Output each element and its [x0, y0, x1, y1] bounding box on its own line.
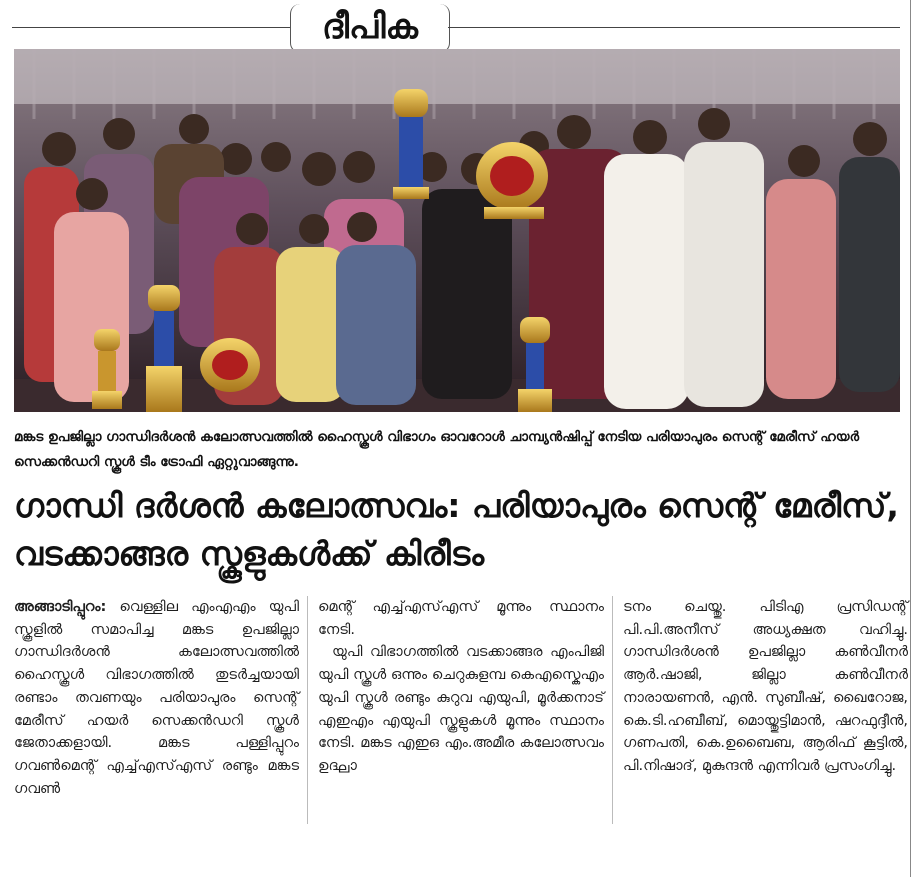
column-divider	[612, 596, 613, 824]
article-column-3	[623, 596, 908, 778]
article-headline: ഗാന്ധി ദർശൻ കലോത്സവം: പരിയാപുരം സെന്റ് മേരീസ്, വടക്കാങ്ങര സ്കൂളുകൾക്ക് കിരീടം	[14, 486, 899, 573]
article-column-1	[14, 596, 299, 800]
masthead-rule-right	[448, 27, 900, 28]
dateline: അങ്ങാടിപ്പുറം:	[14, 599, 107, 615]
column-1-text: വെള്ളില എംഎഎം യുപി സ്കൂളിൽ സമാപിച്ച മങ്കട ഉപജില്ലാ ഗാന്ധിദർശൻ കലോത്സവത്തിൽ ഹൈസ്കൂൾ വിഭാഗത്തിൽ തുടർച്ചയായി രണ്ടാം തവണയും പരിയാപുരം സെന്റ് മേരീസ് ഹയർ സെക്കൻഡറി സ്കൂൾ ജേതാക്കളായി. മങ്കട പള്ളിപ്പുറം ഗവൺമെന്റ് എച്ച്എസ്എസ് രണ്ടും മങ്കട ഗവൺ	[14, 599, 299, 797]
news-photo	[14, 49, 900, 412]
photo-image-icon	[14, 49, 900, 412]
photo-caption: മങ്കട ഉപജില്ലാ ഗാന്ധിദർശൻ കലോത്സവത്തിൽ ഹൈസ്കൂൾ വിഭാഗം ഓവറോൾ ചാമ്പ്യൻഷിപ്പ് നേടിയ പരിയാപുരം സെന്റ് മേരീസ് ഹയർ സെക്കൻഡറി സ്കൂൾ ടീം ട്രോഫി ഏറ്റുവാങ്ങുന്നു.	[14, 429, 860, 470]
article-paragraph: മെന്റ് എച്ച്എസ്എസ് മൂന്നും സ്ഥാനം നേടി.	[318, 599, 604, 638]
article-paragraph: യുപി വിഭാഗത്തിൽ വടക്കാങ്ങര എംപിജി യുപി സ്കൂൾ ഒന്നും ചെറുകുളമ്പ കെഎസ്കെഎം യുപി സ്കൂൾ രണ്ടും കുറുവ എയുപി, മൂർക്കനാട് എഇഎം എയുപി സ്കൂളുകൾ മൂന്നും സ്ഥാനം നേടി. മങ്കട എഇഒ എം.അമീര കലോത്സവം ഉദ്ഘാ	[318, 644, 604, 774]
masthead-rule-left	[12, 27, 290, 28]
masthead	[0, 0, 915, 56]
article-paragraph	[14, 596, 299, 800]
column-divider	[307, 596, 308, 824]
page-edge-rule	[910, 0, 911, 877]
newspaper-logo: ദീപിക	[290, 4, 450, 53]
article-column-2	[318, 596, 604, 778]
article-paragraph: ടനം ചെയ്തു. പിടിഎ പ്രസിഡന്റ് പി.പി.അനീസ് അധ്യക്ഷത വഹിച്ചു. ഗാന്ധിദർശൻ ഉപജില്ലാ കൺവീനർ ആർ.ഷാജി, ജില്ലാ കൺവീനർ നാരായണൻ, എൻ. സുബീഷ്, ഖൈറോജ, കെ.ടി.ഹബീബ്, മൊയ്തുട്ടിമാൻ, ഷറഫുദ്ദീൻ, ഗണപതി, കെ.ഉബൈബ, ആരിഫ് കൂട്ടിൽ, പി.നിഷാദ്, മുകുന്ദൻ എന്നിവർ പ്രസംഗിച്ചു.	[623, 599, 908, 774]
